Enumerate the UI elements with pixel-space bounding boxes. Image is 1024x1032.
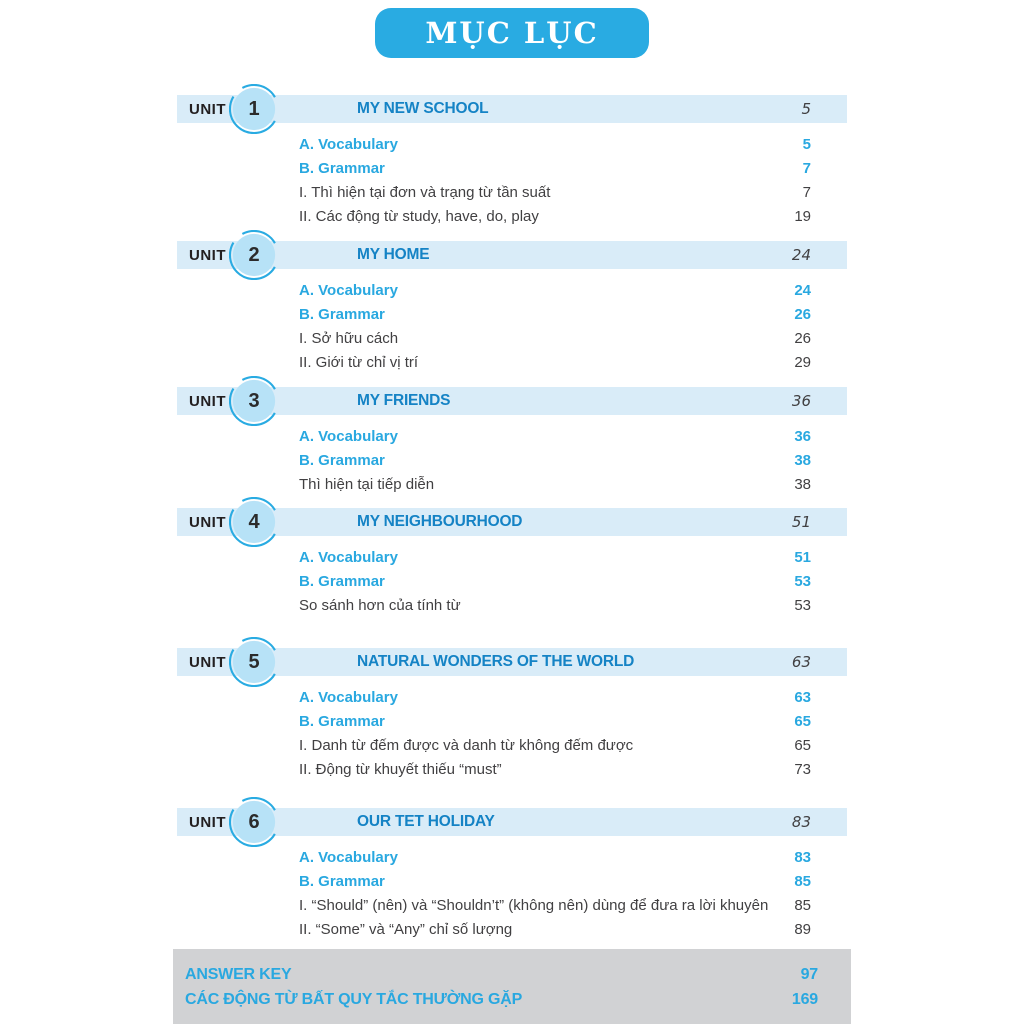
unit-number-badge [229, 376, 279, 426]
toc-item-label: B. Grammar [299, 452, 385, 469]
unit-label: UNIT [189, 100, 226, 118]
toc-item-page: 89 [794, 921, 811, 938]
toc-item [299, 758, 811, 782]
unit-items [177, 546, 847, 618]
unit-label: UNIT [189, 513, 226, 531]
toc-item-label: II. “Some” và “Any” chỉ số lượng [299, 921, 513, 938]
toc-item-page: 53 [794, 597, 811, 614]
toc-item-page: 85 [794, 873, 811, 890]
unit-label: UNIT [189, 246, 226, 264]
unit-label: UNIT [189, 813, 226, 831]
toc-item [299, 303, 811, 327]
toc-item-page: 26 [794, 330, 811, 347]
toc-item-label: B. Grammar [299, 306, 385, 323]
toc-item-label: II. Động từ khuyết thiếu “must” [299, 761, 502, 778]
footer-label: CÁC ĐỘNG TỪ BẤT QUY TẮC THƯỜNG GẶP [185, 991, 523, 1008]
unit-header [177, 95, 847, 123]
toc-page [0, 8, 1024, 1032]
toc-item [299, 570, 811, 594]
unit-number-badge [229, 497, 279, 547]
toc-item [299, 734, 811, 758]
toc-item-page: 63 [794, 689, 811, 706]
unit-title: OUR TET HOLIDAY [357, 813, 495, 830]
unit-title: MY NEW SCHOOL [357, 100, 489, 117]
toc-item-page: 7 [802, 160, 811, 177]
toc-item [299, 351, 811, 375]
toc-item-page: 85 [794, 897, 811, 914]
toc-item-page: 65 [794, 737, 811, 754]
toc-item-label: A. Vocabulary [299, 549, 398, 566]
toc-item [299, 133, 811, 157]
unit-section [177, 241, 847, 375]
unit-items [177, 425, 847, 497]
unit-items [177, 846, 847, 942]
toc-item-label: A. Vocabulary [299, 849, 398, 866]
page-title: MỤC LỤC [375, 8, 649, 58]
toc-item-label: Thì hiện tại tiếp diễn [299, 476, 435, 493]
unit-items [177, 686, 847, 782]
toc-content [177, 95, 847, 942]
toc-item-label: A. Vocabulary [299, 689, 398, 706]
toc-item-page: 19 [794, 208, 811, 225]
unit-page-number: 5 [801, 100, 811, 118]
toc-item [299, 181, 811, 205]
unit-section [177, 508, 847, 618]
toc-item-page: 38 [794, 452, 811, 469]
unit-section [177, 387, 847, 497]
unit-number-badge [229, 797, 279, 847]
toc-footer [173, 949, 851, 1024]
unit-number: 5 [248, 650, 260, 673]
toc-item-page: 65 [794, 713, 811, 730]
toc-item [299, 594, 811, 618]
toc-item-page: 29 [794, 354, 811, 371]
toc-item [299, 918, 811, 942]
unit-header [177, 508, 847, 536]
toc-item [299, 846, 811, 870]
unit-section [177, 95, 847, 229]
unit-label: UNIT [189, 653, 226, 671]
toc-item-label: I. “Should” (nên) và “Shouldn’t” (không nên) dùng để đưa ra lời khuyên [299, 897, 769, 914]
toc-item-label: I. Thì hiện tại đơn và trạng từ tần suất [299, 184, 551, 201]
toc-item-page: 73 [794, 761, 811, 778]
toc-item-page: 83 [794, 849, 811, 866]
toc-item [299, 157, 811, 181]
unit-number: 6 [248, 810, 260, 833]
unit-number: 3 [248, 389, 260, 412]
footer-page: 169 [791, 991, 818, 1008]
toc-item [299, 327, 811, 351]
toc-item [299, 425, 811, 449]
toc-item-label: II. Các động từ study, have, do, play [299, 208, 539, 225]
toc-item-label: B. Grammar [299, 873, 385, 890]
unit-header [177, 648, 847, 676]
toc-item-page: 36 [794, 428, 811, 445]
footer-row [185, 987, 818, 1012]
unit-items [177, 279, 847, 375]
unit-number-badge [229, 637, 279, 687]
toc-item-page: 51 [794, 549, 811, 566]
unit-header [177, 387, 847, 415]
unit-section [177, 808, 847, 942]
unit-title: MY FRIENDS [357, 392, 451, 409]
unit-title: MY NEIGHBOURHOOD [357, 513, 523, 530]
toc-item [299, 546, 811, 570]
toc-item-label: A. Vocabulary [299, 282, 398, 299]
toc-item-page: 38 [794, 476, 811, 493]
toc-item [299, 279, 811, 303]
toc-item-label: So sánh hơn của tính từ [299, 597, 461, 614]
toc-item-page: 7 [802, 184, 811, 201]
toc-item-label: B. Grammar [299, 713, 385, 730]
toc-item-label: A. Vocabulary [299, 136, 398, 153]
unit-number-badge [229, 230, 279, 280]
toc-item-label: I. Danh từ đếm được và danh từ không đếm được [299, 737, 634, 754]
toc-item [299, 473, 811, 497]
unit-page-number: 83 [791, 813, 811, 831]
toc-item-label: B. Grammar [299, 160, 385, 177]
toc-item-label: II. Giới từ chỉ vị trí [299, 354, 419, 371]
toc-item [299, 710, 811, 734]
unit-page-number: 36 [791, 392, 811, 410]
unit-title: NATURAL WONDERS OF THE WORLD [357, 653, 635, 670]
toc-item [299, 449, 811, 473]
unit-label: UNIT [189, 392, 226, 410]
unit-title: MY HOME [357, 246, 430, 263]
toc-item-label: B. Grammar [299, 573, 385, 590]
unit-number: 4 [248, 510, 260, 533]
unit-page-number: 24 [791, 246, 811, 264]
unit-number-badge [229, 84, 279, 134]
footer-label: ANSWER KEY [185, 966, 292, 983]
unit-header [177, 808, 847, 836]
toc-item [299, 205, 811, 229]
toc-item [299, 894, 811, 918]
toc-item-page: 5 [802, 136, 811, 153]
footer-page: 97 [800, 966, 818, 983]
toc-item-page: 26 [794, 306, 811, 323]
unit-header [177, 241, 847, 269]
footer-row [185, 962, 818, 987]
toc-item [299, 870, 811, 894]
unit-number: 2 [248, 243, 260, 266]
unit-section [177, 648, 847, 782]
toc-item-label: I. Sở hữu cách [299, 330, 399, 347]
toc-item [299, 686, 811, 710]
unit-items [177, 133, 847, 229]
toc-item-page: 24 [794, 282, 811, 299]
unit-number: 1 [248, 97, 260, 120]
toc-item-label: A. Vocabulary [299, 428, 398, 445]
unit-page-number: 51 [791, 513, 811, 531]
unit-page-number: 63 [791, 653, 811, 671]
toc-item-page: 53 [794, 573, 811, 590]
